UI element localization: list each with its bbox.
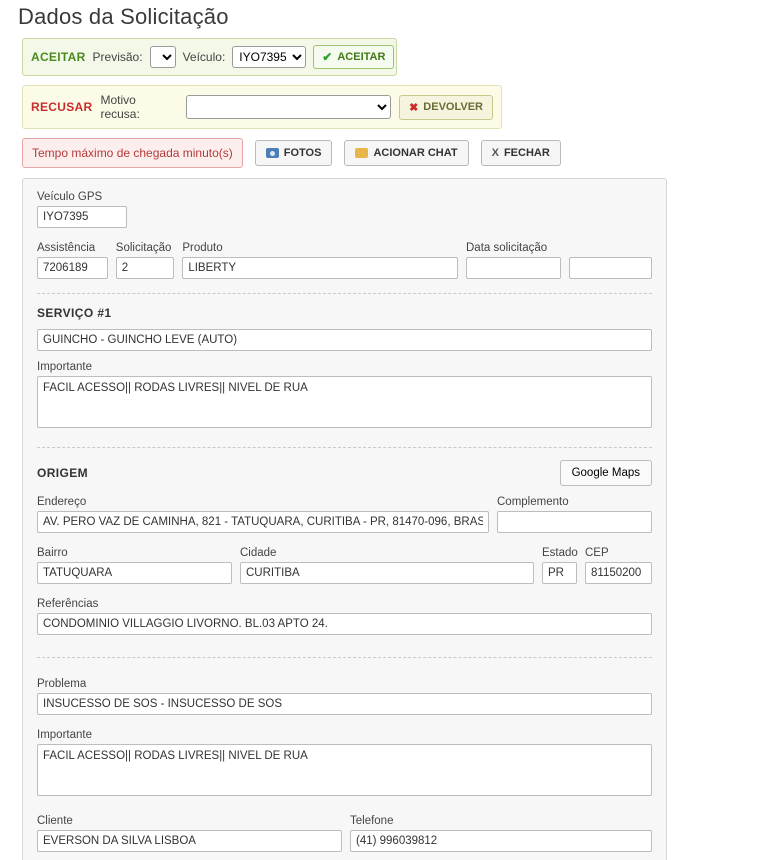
solicitacao-label: Solicitação bbox=[115, 242, 172, 254]
bairro-label: Bairro bbox=[37, 547, 68, 559]
bairro-input[interactable] bbox=[37, 562, 232, 584]
fotos-button-label: FOTOS bbox=[283, 147, 322, 159]
importante-label-2: Importante bbox=[37, 729, 92, 741]
cep-group bbox=[585, 547, 652, 584]
veiculo-gps-label: Veículo GPS bbox=[37, 191, 103, 203]
referencias-input[interactable] bbox=[37, 613, 652, 635]
acionar-chat-button[interactable] bbox=[344, 140, 468, 166]
chat-icon bbox=[355, 148, 368, 158]
page-title: Dados da Solicitação bbox=[18, 4, 229, 29]
data-solicitacao-inputs bbox=[466, 257, 652, 279]
telefone-input[interactable] bbox=[350, 830, 652, 852]
action-row bbox=[22, 138, 775, 168]
importante-textarea-1[interactable] bbox=[37, 376, 652, 428]
problema-group bbox=[37, 678, 652, 715]
solicitacao-panel bbox=[22, 178, 667, 860]
endereco-label: Endereço bbox=[37, 496, 87, 508]
accept-button-label: ACEITAR bbox=[337, 51, 386, 63]
estado-group bbox=[542, 547, 577, 584]
x-icon: ✖ bbox=[409, 101, 419, 114]
accept-button[interactable] bbox=[313, 45, 394, 69]
problema-label: Problema bbox=[37, 678, 87, 690]
origem-section-title: ORIGEM bbox=[37, 466, 89, 480]
cliente-group bbox=[37, 815, 342, 852]
assistencia-input[interactable] bbox=[37, 257, 108, 279]
servico-section-title: SERVIÇO #1 bbox=[37, 306, 112, 320]
devolver-button-label: DEVOLVER bbox=[423, 101, 483, 113]
previsao-select[interactable] bbox=[150, 46, 176, 68]
data-solicitacao-group bbox=[466, 242, 652, 279]
origem-section-head bbox=[37, 460, 652, 486]
divider-3 bbox=[37, 657, 652, 658]
cidade-input[interactable] bbox=[240, 562, 534, 584]
solicitacao-input[interactable] bbox=[116, 257, 175, 279]
acionar-chat-label: ACIONAR CHAT bbox=[373, 147, 458, 159]
estado-input[interactable] bbox=[542, 562, 577, 584]
close-x-icon: X bbox=[491, 147, 499, 159]
importante-label-1: Importante bbox=[37, 361, 92, 373]
complemento-group bbox=[497, 496, 652, 533]
produto-input[interactable] bbox=[182, 257, 458, 279]
divider-1 bbox=[37, 293, 652, 294]
solicitacao-group bbox=[116, 242, 175, 279]
refuse-bar bbox=[22, 85, 502, 129]
cliente-row bbox=[37, 815, 652, 852]
telefone-group bbox=[350, 815, 652, 852]
cidade-label: Cidade bbox=[240, 547, 277, 559]
servico-group bbox=[37, 329, 652, 351]
veiculo-label: Veículo: bbox=[182, 50, 226, 64]
accept-bar bbox=[22, 38, 397, 76]
estado-label: Estado bbox=[542, 547, 578, 559]
cidade-group bbox=[240, 547, 534, 584]
refuse-bar-label: RECUSAR bbox=[31, 100, 93, 114]
importante-textarea-2[interactable] bbox=[37, 744, 652, 796]
endereco-input[interactable] bbox=[37, 511, 489, 533]
complemento-label: Complemento bbox=[497, 496, 569, 508]
motivo-recusa-label: Motivo recusa: bbox=[100, 93, 140, 121]
motivo-recusa-select[interactable] bbox=[186, 95, 391, 119]
fechar-button-label: FECHAR bbox=[503, 147, 550, 159]
previsao-label: Previsão: bbox=[92, 50, 143, 64]
google-maps-button[interactable]: Google Maps bbox=[560, 460, 652, 486]
assistencia-row bbox=[37, 242, 652, 279]
fotos-button[interactable] bbox=[255, 140, 333, 166]
devolver-button[interactable] bbox=[399, 95, 493, 120]
divider-2 bbox=[37, 447, 652, 448]
veiculo-select[interactable] bbox=[232, 46, 306, 68]
complemento-input[interactable] bbox=[497, 511, 652, 533]
assistencia-group bbox=[37, 242, 108, 279]
referencias-label: Referências bbox=[37, 598, 99, 610]
produto-label: Produto bbox=[182, 242, 223, 254]
importante-group-2 bbox=[37, 729, 652, 801]
check-icon: ✔ bbox=[322, 50, 333, 64]
endereco-row bbox=[37, 496, 652, 533]
veiculo-gps-input[interactable] bbox=[37, 206, 127, 228]
max-arrival-warning: Tempo máximo de chegada minuto(s) bbox=[22, 138, 243, 168]
bairro-row bbox=[37, 547, 652, 584]
cliente-input[interactable] bbox=[37, 830, 342, 852]
veiculo-gps-group bbox=[37, 191, 652, 228]
fechar-button[interactable] bbox=[481, 140, 561, 166]
endereco-group bbox=[37, 496, 489, 533]
accept-bar-label: ACEITAR bbox=[31, 50, 86, 64]
camera-icon bbox=[266, 148, 279, 158]
produto-group bbox=[182, 242, 458, 279]
data-solicitacao-label: Data solicitação bbox=[466, 242, 548, 254]
importante-group-1 bbox=[37, 361, 652, 433]
telefone-label: Telefone bbox=[350, 815, 394, 827]
problema-input[interactable] bbox=[37, 693, 652, 715]
cep-input[interactable] bbox=[585, 562, 652, 584]
data-solicitacao-input[interactable] bbox=[466, 257, 561, 279]
assistencia-label: Assistência bbox=[37, 242, 96, 254]
hora-solicitacao-input[interactable] bbox=[569, 257, 652, 279]
bairro-group bbox=[37, 547, 232, 584]
cep-label: CEP bbox=[585, 547, 609, 559]
servico-input[interactable] bbox=[37, 329, 652, 351]
cliente-label: Cliente bbox=[37, 815, 73, 827]
referencias-group bbox=[37, 598, 652, 635]
